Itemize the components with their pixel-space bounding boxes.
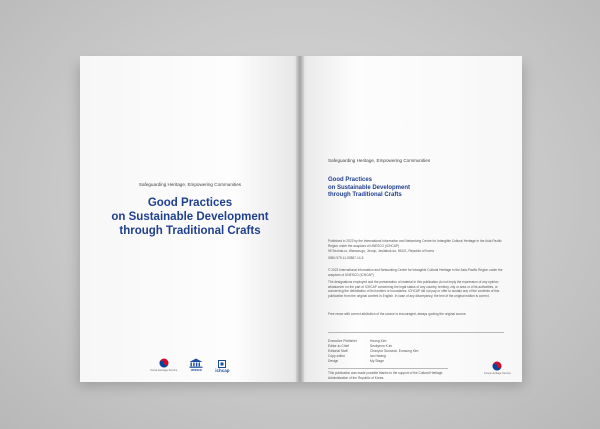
book-spine bbox=[296, 56, 304, 382]
left-tagline: Safeguarding Heritage, Empowering Communities bbox=[138, 182, 242, 187]
unesco-logo bbox=[189, 358, 203, 372]
left-logos bbox=[80, 358, 300, 372]
isbn: ISBN 979-11-92867-14-5 bbox=[328, 256, 364, 260]
address: 95 Seohak-ro, Wansan-gu, Jeonju, Jeollabuk-do, 55101, Republic of Korea bbox=[328, 249, 434, 253]
staff-role: Editorial Staff bbox=[328, 349, 348, 353]
taegeuk-icon bbox=[159, 358, 169, 368]
left-page bbox=[80, 56, 300, 382]
staff-role: Design bbox=[328, 359, 339, 363]
divider bbox=[328, 368, 448, 369]
reuse-note: Free reuse with correct attribution of the source is encouraged, always quoting the original source. bbox=[328, 312, 467, 316]
right-title-line: Good Practices bbox=[328, 177, 373, 183]
left-title-line: on Sustainable Development bbox=[111, 211, 269, 223]
staff-role: Editor-in-Chief bbox=[328, 344, 350, 348]
staff-row bbox=[328, 359, 418, 364]
ichcap-logo bbox=[215, 360, 229, 372]
copyright: © 2023 International Information and Networking Centre for Intangible Cultural Heritage in the Asia-Pacific Region under the auspices of UNESCO (ICHCAP) bbox=[328, 268, 503, 277]
right-tagline: Safeguarding Heritage, Empowering Communities bbox=[328, 158, 431, 163]
logo-caption: ichcap bbox=[215, 368, 230, 373]
right-title bbox=[328, 177, 410, 200]
logo-caption: Korea Heritage Service bbox=[150, 369, 178, 372]
right-page bbox=[300, 56, 522, 382]
right-title-line: on Sustainable Development bbox=[328, 184, 411, 191]
staff-name: Ian Hwang bbox=[370, 354, 386, 358]
staff-name: Chanyoo Sunseok, Eunsung Kim bbox=[370, 349, 419, 353]
left-title-line: through Traditional Crafts bbox=[119, 225, 261, 237]
support-note: This publication was made possible thanks to the support of the Cultural Heritage Administration of the Republic of Korea. bbox=[328, 371, 443, 380]
left-title bbox=[80, 196, 300, 238]
korea-heritage-service-logo bbox=[150, 358, 177, 372]
ichcap-mark-icon bbox=[218, 360, 226, 368]
staff-credits bbox=[328, 339, 418, 364]
unesco-temple-icon bbox=[189, 358, 203, 368]
staff-name: Seokyeon K.im bbox=[370, 344, 393, 348]
korea-heritage-service-logo bbox=[484, 361, 511, 375]
publication-info: Published in 2023 by the International Information and Networking Centre for Intangible Cultural Heritage in the Asia-Pacific Region under the auspices of UNESCO (ICHCAP) bbox=[328, 239, 502, 248]
disclaimer: The designations employed and the presentation of material in this publication do not imply the expression of any opinion whatsoever on the part of ICHCAP concerning the legal status of any country, territory, city or area or of its authorities, or concerning the delimitation of its frontiers or boundaries. ICHCAP did not pay or offer to sustain any of the contents of this publication from the original content in English. In case of any discrepancy, the text of the original edition is correct. bbox=[328, 280, 500, 298]
logo-caption: Korea Heritage Service bbox=[484, 372, 511, 375]
staff-name: My Stage bbox=[370, 359, 384, 363]
staff-role: Executive Publisher bbox=[328, 339, 357, 343]
taegeuk-icon bbox=[492, 361, 502, 371]
staff-role: Copy-editor bbox=[328, 354, 346, 358]
divider bbox=[328, 332, 504, 333]
staff-name: Hoong Kim bbox=[370, 339, 387, 343]
left-title-line: Good Practices bbox=[147, 197, 233, 209]
logo-caption: unesco bbox=[190, 368, 202, 372]
right-title-line: through Traditional Crafts bbox=[328, 192, 402, 199]
